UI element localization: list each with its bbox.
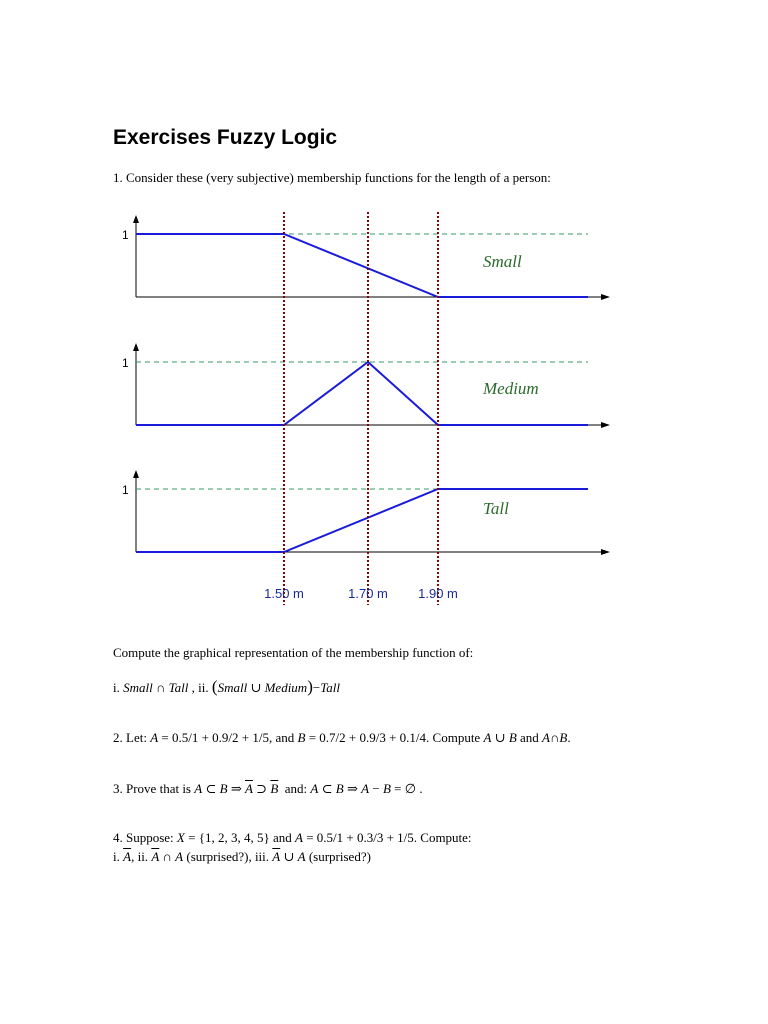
y-axis-arrow bbox=[133, 470, 139, 478]
y-tick-label: 1 bbox=[122, 483, 129, 497]
ex2-def-a: = 0.5/1 + 0.9/2 + 1/5, and bbox=[158, 730, 298, 745]
membership-chart bbox=[0, 200, 768, 610]
ex4-and: and bbox=[269, 830, 295, 845]
var-a: A bbox=[150, 730, 159, 745]
chart-gridlines bbox=[136, 234, 588, 489]
op-equals: = bbox=[394, 781, 402, 796]
series-label-tall: Tall bbox=[483, 499, 509, 518]
var-a-complement: $\overline{A}$ bbox=[123, 849, 132, 864]
var-b: B bbox=[219, 781, 228, 796]
op-intersect: ∩ bbox=[156, 680, 166, 695]
op-equals: = bbox=[188, 830, 196, 845]
var-b: B bbox=[559, 730, 568, 745]
period: . bbox=[567, 730, 571, 745]
series-label-small: Small bbox=[483, 252, 522, 271]
ex2-def-b: = 0.7/2 + 0.9/3 + 0.1/4. Compute bbox=[305, 730, 481, 745]
var-a: A bbox=[483, 730, 492, 745]
op-union: ∪ bbox=[250, 680, 262, 695]
ex4-def-a: = 0.5/1 + 0.3/3 + 1/5. Compute: bbox=[302, 830, 472, 845]
var-b-complement: $\overline{B}$ bbox=[270, 781, 279, 796]
term-small: Small bbox=[123, 680, 153, 695]
x-tick-label: 1.90 m bbox=[418, 586, 458, 601]
op-subset: ⊂ bbox=[321, 781, 333, 796]
var-a: A bbox=[194, 781, 203, 796]
x-axis-arrow bbox=[601, 422, 610, 428]
x-tick-label: 1.70 m bbox=[348, 586, 388, 601]
item-iii-label: (surprised?), iii. bbox=[186, 849, 270, 864]
op-intersect: ∩ bbox=[550, 730, 560, 745]
op-implies: ⇒ bbox=[230, 781, 242, 796]
var-a-complement: $\overline{A}$ bbox=[151, 849, 160, 864]
series-label-medium: Medium bbox=[483, 379, 539, 398]
var-a: A bbox=[294, 830, 303, 845]
var-b: B bbox=[508, 730, 517, 745]
term-tall-2: Tall bbox=[320, 680, 340, 695]
lparen: ( bbox=[211, 677, 218, 696]
term-medium: Medium bbox=[264, 680, 308, 695]
y-axis-arrow bbox=[133, 343, 139, 351]
var-a: A bbox=[310, 781, 319, 796]
var-b: B bbox=[335, 781, 344, 796]
exercise-4 bbox=[113, 830, 472, 846]
chart-labels bbox=[122, 228, 539, 601]
op-union: ∪ bbox=[494, 730, 506, 745]
exercise-1-items bbox=[113, 679, 340, 696]
var-a: A bbox=[175, 849, 184, 864]
var-x: X bbox=[176, 830, 185, 845]
exercise-1-compute: Compute the graphical representation of the membership function of: bbox=[113, 645, 474, 660]
ex3-lead: 3. Prove that is bbox=[113, 781, 191, 796]
var-a: A bbox=[361, 781, 370, 796]
ex2-lead: 2. Let: bbox=[113, 730, 151, 745]
period: . bbox=[419, 781, 423, 796]
curve-tall bbox=[136, 489, 588, 552]
op-minus: − bbox=[372, 781, 380, 796]
op-supset: ⊃ bbox=[256, 781, 268, 796]
y-tick-label: 1 bbox=[122, 356, 129, 370]
op-union: ∪ bbox=[283, 849, 295, 864]
exercise-4-items bbox=[113, 849, 371, 865]
exercise-1-intro: 1. Consider these (very subjective) membership functions for the length of a person: bbox=[113, 170, 551, 185]
item-i-label: i. bbox=[113, 680, 120, 695]
rparen: ) bbox=[307, 677, 313, 696]
ex2-and: and bbox=[520, 730, 539, 745]
var-b: B bbox=[297, 730, 306, 745]
universe-set: {1, 2, 3, 4, 5} bbox=[198, 830, 270, 845]
item-ii-label: , ii. bbox=[191, 680, 209, 695]
term-tall: Tall bbox=[168, 680, 189, 695]
x-tick-label: 1.50 m bbox=[264, 586, 304, 601]
op-minus: − bbox=[312, 680, 321, 695]
y-tick-label: 1 bbox=[122, 228, 129, 242]
op-intersect: ∩ bbox=[162, 849, 172, 864]
var-a-complement: $\overline{A}$ bbox=[272, 849, 281, 864]
page-title: Exercises Fuzzy Logic bbox=[113, 126, 338, 149]
var-b: B bbox=[382, 781, 391, 796]
var-a: A bbox=[297, 849, 306, 864]
x-axis-arrow bbox=[601, 294, 610, 300]
surprised-note: (surprised?) bbox=[308, 849, 371, 864]
empty-set: ∅ bbox=[404, 781, 417, 796]
item-ii-label: , ii. bbox=[131, 849, 149, 864]
ex3-and: and: bbox=[284, 781, 308, 796]
x-axis-arrow bbox=[601, 549, 610, 555]
op-subset: ⊂ bbox=[205, 781, 217, 796]
exercise-3 bbox=[113, 781, 423, 797]
op-implies: ⇒ bbox=[346, 781, 358, 796]
var-a-complement: $\overline{A}$ bbox=[244, 781, 253, 796]
ex4-lead: 4. Suppose: bbox=[113, 830, 177, 845]
item-i-label: i. bbox=[113, 849, 120, 864]
exercise-2 bbox=[113, 730, 571, 746]
term-small-2: Small bbox=[217, 680, 248, 695]
var-a: A bbox=[542, 730, 550, 745]
y-axis-arrow bbox=[133, 215, 139, 223]
